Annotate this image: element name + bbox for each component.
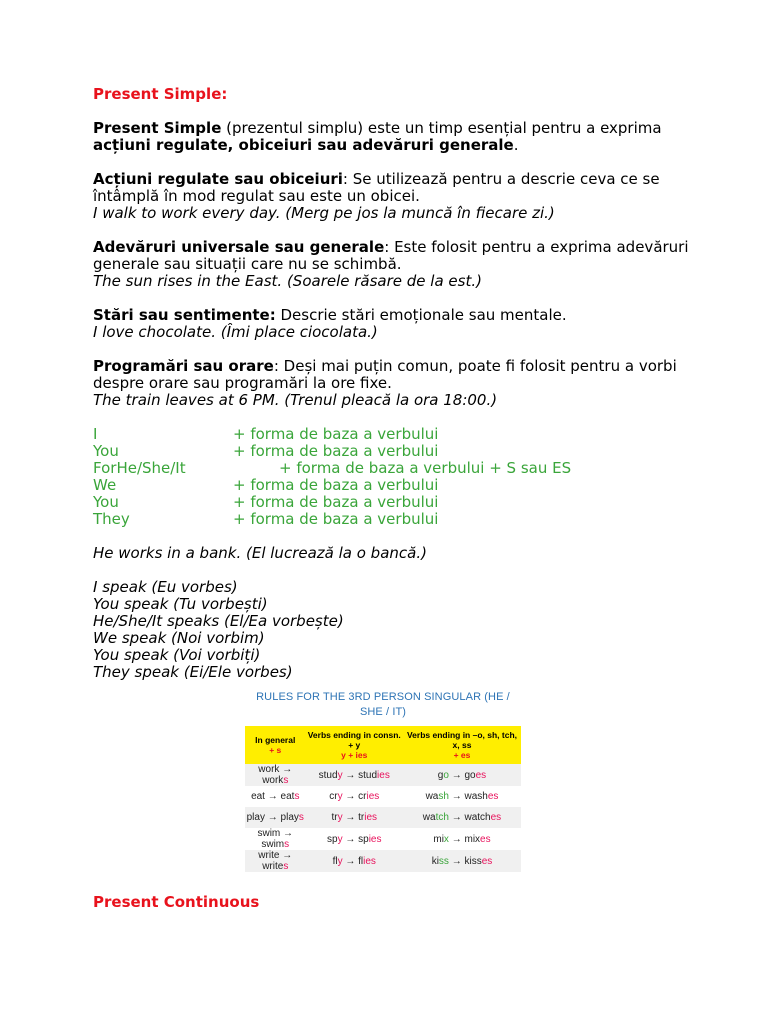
- usage-desc: Descrie stări emoționale sau mentale.: [275, 306, 567, 324]
- usage-section-text: [93, 358, 693, 392]
- pronoun: You: [93, 493, 119, 511]
- arrow-icon: →: [279, 764, 293, 775]
- rules-cell: [306, 807, 403, 828]
- verb-suffix: s: [294, 791, 300, 802]
- verb-stem: swim: [261, 839, 285, 850]
- pronoun: You: [93, 442, 119, 460]
- usage-section-text: [93, 307, 693, 324]
- verb-rule: + forma de baza a verbului: [233, 442, 439, 460]
- verb-stem: wash: [464, 791, 488, 802]
- arrow-icon: →: [279, 850, 293, 861]
- verb-ending: tch: [435, 812, 449, 823]
- verb-stem: cr: [358, 791, 367, 802]
- rules-row: [245, 764, 521, 786]
- intro-emphasis: acțiuni regulate, obiceiuri sau adevăruri generale: [93, 136, 514, 154]
- intro-text: (prezentul simplu) este un timp esențial pentru a exprima: [221, 119, 662, 137]
- spacer: [93, 154, 693, 171]
- usage-desc: Se utilizează pentru a descrie ceva ce se întâmplă în mod regulat sau este un obicei.: [93, 170, 660, 205]
- verb-base: cr: [329, 791, 338, 802]
- verb-ending: o: [443, 769, 449, 781]
- verb-stem: write: [262, 861, 284, 872]
- rules-header-main: In general: [255, 735, 296, 745]
- rules-cell: [403, 828, 521, 850]
- verb-base: sp: [327, 833, 338, 845]
- conjugation-table: [93, 426, 693, 528]
- usage-example: I love chocolate. (Îmi place ciocolata.): [93, 323, 378, 341]
- speak-line: We speak (Noi vorbim): [93, 629, 265, 647]
- verb-suffix: s: [283, 861, 289, 872]
- verb-suffix: es: [487, 791, 499, 802]
- arrow-icon: →: [448, 812, 465, 823]
- verb-stem: fl: [358, 855, 364, 867]
- verb-ending: x: [443, 833, 449, 845]
- usage-title: Acțiuni regulate sau obiceiuri: [93, 170, 343, 188]
- verb-base: write: [258, 850, 280, 861]
- verb-rule: + forma de baza a verbului: [233, 493, 439, 511]
- verb-suffix: es: [490, 812, 502, 823]
- verb-suffix: ies: [366, 791, 380, 802]
- verb-stem: tr: [358, 812, 365, 823]
- speak-conjugation: [93, 579, 693, 681]
- usage-section-text: [93, 239, 693, 273]
- verb-base: eat: [251, 791, 265, 802]
- spacer: [93, 290, 693, 307]
- usage-title: Stări sau sentimente:: [93, 306, 276, 324]
- rules-cell: [306, 786, 403, 807]
- spacer: [93, 341, 693, 358]
- verb-suffix: es: [475, 769, 487, 781]
- verb-suffix: ies: [364, 812, 378, 823]
- verb-rule: + forma de baza a verbului + S sau ES: [279, 459, 572, 477]
- rules-title: RULES FOR THE 3RD PERSON SINGULAR (HE / SHE / IT): [256, 691, 510, 718]
- verb-ending: y: [337, 791, 343, 802]
- rules-image: [245, 690, 521, 872]
- rules-cell: [306, 764, 403, 786]
- arrow-icon: →: [342, 833, 359, 845]
- rules-table: [245, 726, 521, 872]
- usage-sep: :: [273, 357, 279, 375]
- rules-cell: [245, 828, 306, 850]
- speak-line: I speak (Eu vorbes): [93, 578, 238, 596]
- usage-sections: [93, 154, 693, 409]
- arrow-icon: →: [448, 791, 465, 802]
- verb-stem: play: [280, 812, 299, 823]
- verb-base: tr: [331, 812, 338, 823]
- verb-suffix: s: [298, 812, 304, 823]
- verb-ending: sh: [438, 791, 449, 802]
- arrow-icon: →: [448, 833, 465, 845]
- verb-stem: kiss: [464, 855, 482, 867]
- arrow-icon: →: [448, 855, 465, 867]
- section-heading-present-simple: Present Simple:: [93, 85, 228, 103]
- rules-cell: [245, 850, 306, 872]
- section-heading-present-continuous: Present Continuous: [93, 893, 260, 911]
- conjugation-row: [93, 494, 693, 511]
- verb-suffix: ies: [368, 833, 382, 845]
- verb-stem: go: [464, 769, 476, 781]
- speak-line: They speak (Ei/Ele vorbes): [93, 663, 293, 681]
- verb-base: wa: [425, 791, 439, 802]
- rules-header-sub: y + ies: [341, 750, 368, 760]
- rules-row: [245, 807, 521, 828]
- spacer: [93, 222, 693, 239]
- rules-row: [245, 828, 521, 850]
- speak-line: He/She/It speaks (El/Ea vorbește): [93, 612, 344, 630]
- usage-sep: :: [342, 170, 348, 188]
- rules-cell: [403, 850, 521, 872]
- verb-base: g: [437, 769, 444, 781]
- verb-ending: y: [337, 855, 343, 867]
- arrow-icon: →: [264, 791, 281, 802]
- verb-rule: + forma de baza a verbului: [233, 425, 439, 443]
- verb-base: swim: [257, 828, 281, 839]
- verb-base: wa: [422, 812, 436, 823]
- verb-base: stud: [318, 769, 338, 781]
- verb-suffix: s: [284, 839, 290, 850]
- verb-stem: sp: [358, 833, 369, 845]
- conjugation-row: [93, 443, 693, 460]
- intro-term: Present Simple: [93, 119, 222, 137]
- conjugation-row: [93, 426, 693, 443]
- arrow-icon: →: [264, 812, 281, 823]
- usage-title: Programări sau orare: [93, 357, 274, 375]
- verb-base: play: [246, 812, 265, 823]
- rules-cell: [306, 828, 403, 850]
- pronoun: ForHe/She/It: [93, 459, 186, 477]
- usage-example: The sun rises in the East. (Soarele răsare de la est.): [93, 272, 482, 290]
- rules-header-main: Verbs ending in consn. + y: [307, 730, 401, 750]
- verb-ending: y: [337, 812, 343, 823]
- rules-cell: [403, 764, 521, 786]
- verb-stem: stud: [358, 769, 378, 781]
- rules-header-main: Verbs ending in –o, sh, tch, x, ss: [406, 730, 518, 750]
- rules-cell: [403, 786, 521, 807]
- rules-row: [245, 786, 521, 807]
- pronoun: We: [93, 476, 117, 494]
- usage-title: Adevăruri universale sau generale: [93, 238, 385, 256]
- usage-desc: Este folosit pentru a exprima adevăruri generale sau situații care nu se schimbă.: [93, 238, 689, 273]
- pronoun: I: [93, 425, 98, 443]
- rules-header-sub: + s: [269, 745, 282, 755]
- rules-cell: [245, 764, 306, 786]
- verb-rule: + forma de baza a verbului: [233, 476, 439, 494]
- rules-cell: [306, 850, 403, 872]
- arrow-icon: →: [342, 812, 359, 823]
- conjugation-row: [93, 511, 693, 528]
- verb-stem: eat: [280, 791, 295, 802]
- document-body: [93, 86, 693, 681]
- rules-cell: [403, 807, 521, 828]
- usage-section-text: [93, 171, 693, 205]
- conjugation-row: [93, 460, 693, 477]
- verb-ending: y: [337, 769, 343, 781]
- pronoun: They: [93, 510, 130, 528]
- verb-stem: watch: [464, 812, 491, 823]
- rules-header-sub: + es: [453, 750, 471, 760]
- verb-ending: y: [337, 833, 343, 845]
- verb-base: work: [258, 764, 280, 775]
- arrow-icon: →: [342, 791, 359, 802]
- rules-cell: [245, 807, 306, 828]
- usage-example: The train leaves at 6 PM. (Trenul pleacă la ora 18:00.): [93, 391, 498, 409]
- rules-cell: [245, 786, 306, 807]
- verb-suffix: ies: [363, 855, 376, 867]
- speak-line: You speak (Voi vorbiți): [93, 646, 261, 664]
- verb-ending: ss: [438, 855, 449, 867]
- arrow-icon: →: [342, 855, 359, 867]
- usage-example: I walk to work every day. (Merg pe jos la muncă în fiecare zi.): [93, 204, 555, 222]
- rules-header: [403, 726, 521, 764]
- rules-header: [245, 726, 306, 764]
- speak-line: You speak (Tu vorbești): [93, 595, 268, 613]
- arrow-icon: →: [280, 828, 294, 839]
- verb-suffix: ies: [377, 769, 390, 781]
- verb-suffix: es: [481, 855, 493, 867]
- usage-sep: :: [384, 238, 390, 256]
- verb-stem: work: [262, 775, 284, 786]
- verb-suffix: es: [480, 833, 491, 845]
- conjugation-row: [93, 477, 693, 494]
- usage-desc: Deși mai puțin comun, poate fi folosit pentru a vorbi despre orare sau programări la ore fixe.: [93, 357, 677, 392]
- verb-stem: mix: [464, 833, 481, 845]
- verb-base: mi: [433, 833, 444, 845]
- rules-row: [245, 850, 521, 872]
- arrow-icon: →: [342, 769, 359, 781]
- bank-example: He works in a bank. (El lucrează la o bancă.): [93, 544, 427, 562]
- intro-paragraph: [93, 120, 693, 154]
- verb-base: fl: [332, 855, 338, 867]
- rules-header: [306, 726, 403, 764]
- intro-end: .: [513, 136, 519, 154]
- verb-rule: + forma de baza a verbului: [233, 510, 439, 528]
- verb-base: ki: [431, 855, 439, 867]
- arrow-icon: →: [448, 769, 465, 781]
- verb-suffix: s: [283, 775, 289, 786]
